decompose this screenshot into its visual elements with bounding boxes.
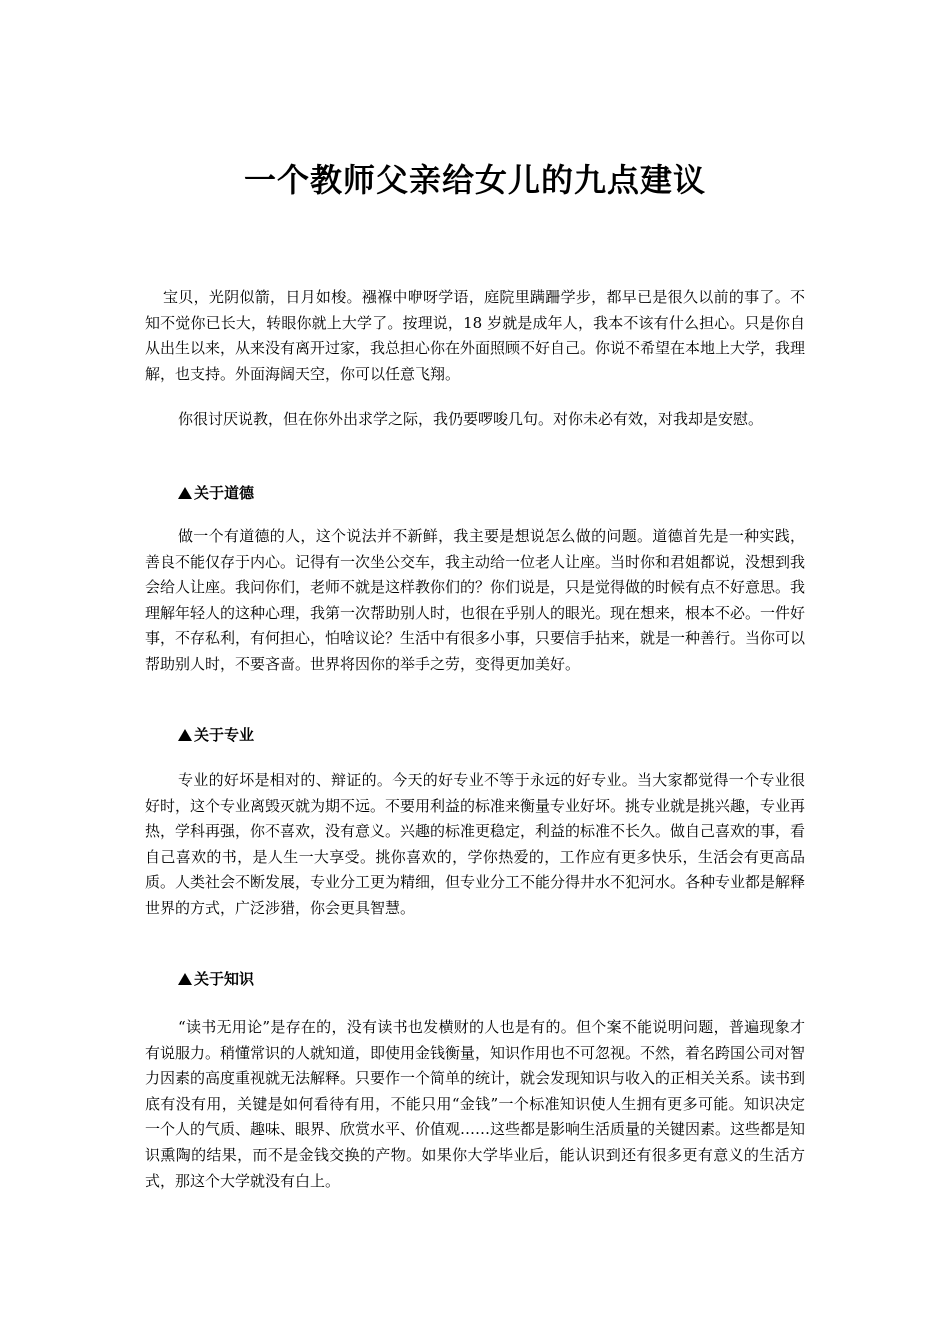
triangle-bullet-icon xyxy=(178,973,192,985)
triangle-bullet-icon xyxy=(178,729,192,741)
document-title: 一个教师父亲给女儿的九点建议 xyxy=(243,161,706,199)
section-paragraph-knowledge: “读书无用论”是存在的，没有读书也发横财的人也是有的。但个案不能说明问题，普遍现象才有说服力。稍懂常识的人就知道，即使用金钱衡量，知识作用也不可忽视。不然，着名跨国公司对智力因素的高度重视就无法解释。只要作一个简单的统计，就会发现知识与收入的正相关关系。读书到底有没有用，关键是如何看待有用，不能只用“金钱”一个标准知识使人生拥有更多可能。知识决定一个人的气质、趣味、眼界、欣赏水平、价值观……这些都是影响生活质量的关键因素。这些都是知识熏陶的结果，而不是金钱交换的产物。如果你大学毕业后，能认识到还有很多更有意义的生活方式，那这个大学就没有白上。 xyxy=(145,1018,806,1190)
intro-paragraph-2: 你很讨厌说教，但在你外出求学之际，我仍要啰唆几句。对你未必有效，对我却是安慰。 xyxy=(178,410,764,428)
section-heading-label: 关于道德 xyxy=(194,484,255,502)
section-heading-knowledge xyxy=(178,966,254,992)
section-heading-major xyxy=(178,722,254,748)
section-heading-label: 关于知识 xyxy=(194,970,255,988)
section-heading-label: 关于专业 xyxy=(194,726,255,744)
section-heading-morality xyxy=(178,480,254,506)
triangle-bullet-icon xyxy=(178,487,192,499)
intro-paragraph-1: 宝贝，光阴似箭，日月如梭。襁褓中咿呀学语，庭院里蹒跚学步，都早已是很久以前的事了。不知不觉你已长大，转眼你就上大学了。按理说，18 岁就是成年人，我本不该有什么担心。只是你自从出生以来，从来没有离开过家，我总担心你在外面照顾不好自己。你说不希望在本地上大学，我理解，也支持。外面海阔天空，你可以任意飞翔。 xyxy=(145,288,806,383)
section-paragraph-morality: 做一个有道德的人，这个说法并不新鲜，我主要是想说怎么做的问题。道德首先是一种实践，善良不能仅存于内心。记得有一次坐公交车，我主动给一位老人让座。当时你和君姐都说，没想到我会给人让座。我问你们，老师不就是这样教你们的？你们说是，只是觉得做的时候有点不好意思。我理解年轻人的这种心理，我第一次帮助别人时，也很在乎别人的眼光。现在想来，根本不必。一件好事，不存私利，有何担心，怕啥议论？生活中有很多小事，只要信手拈来，就是一种善行。当你可以帮助别人时，不要吝啬。世界将因你的举手之劳，变得更加美好。 xyxy=(145,527,806,673)
section-paragraph-major: 专业的好坏是相对的、辩证的。今天的好专业不等于永远的好专业。当大家都觉得一个专业很好时，这个专业离毁灭就为期不远。不要用利益的标准来衡量专业好坏。挑专业就是挑兴趣，专业再热，学科再强，你不喜欢，没有意义。兴趣的标准更稳定，利益的标准不长久。做自己喜欢的事，看自己喜欢的书，是人生一大享受。挑你喜欢的，学你热爱的，工作应有更多快乐，生活会有更高品质。人类社会不断发展，专业分工更为精细，但专业分工不能分得井水不犯河水。各种专业都是解释世界的方式，广泛涉猎，你会更具智慧。 xyxy=(145,771,806,917)
